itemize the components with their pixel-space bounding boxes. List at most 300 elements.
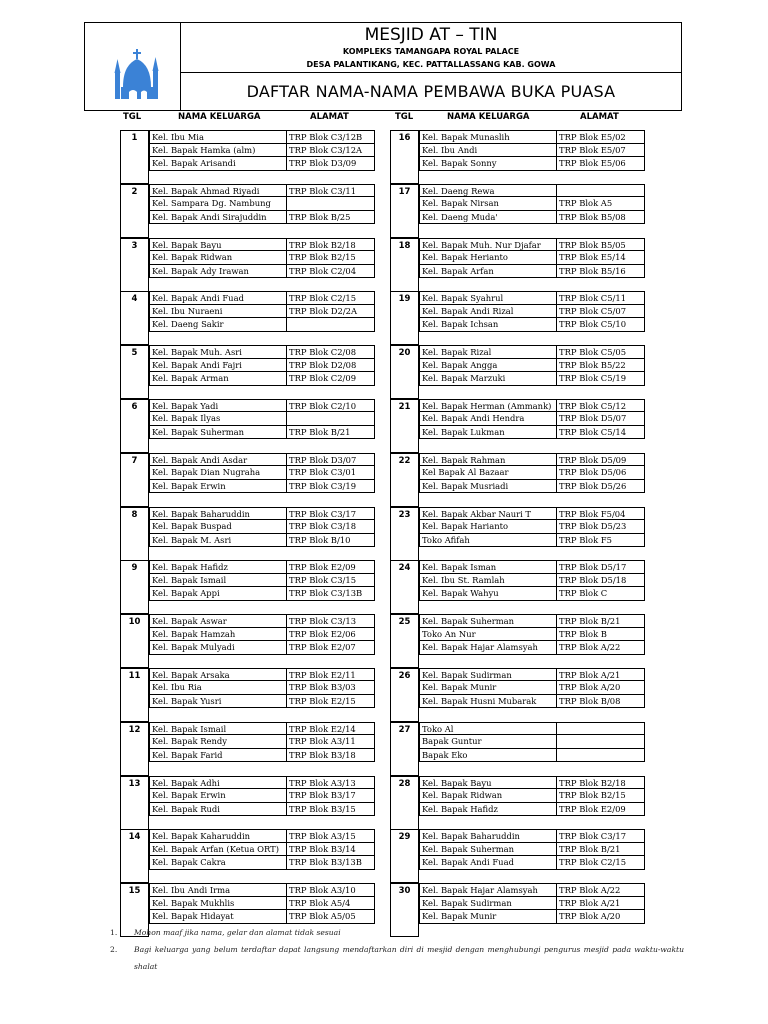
address-cell: TRP Blok B/08 bbox=[556, 694, 645, 709]
table-row bbox=[419, 614, 645, 628]
family-name-cell: Kel. Bapak Herianto bbox=[419, 250, 557, 265]
address-cell: TRP Blok A3/13 bbox=[286, 776, 375, 790]
family-name-cell: Kel. Bapak Adhi bbox=[149, 776, 287, 790]
table-row bbox=[149, 144, 375, 158]
family-name-cell: Kel. Ibu St. Ramlah bbox=[419, 573, 557, 588]
right-date-header: TGL bbox=[395, 112, 414, 122]
address-cell: TRP Blok C2/04 bbox=[286, 264, 375, 279]
family-name-cell: Kel. Bapak Ismail bbox=[149, 573, 287, 588]
table-row bbox=[419, 184, 645, 198]
family-name-cell: Kel. Bapak Hajar Alamsyah bbox=[419, 640, 557, 655]
table-row bbox=[419, 829, 645, 843]
family-rows bbox=[149, 453, 375, 494]
table-row bbox=[149, 587, 375, 601]
table-row bbox=[149, 574, 375, 588]
family-name-cell: Kel. Bapak Musriadi bbox=[419, 479, 557, 494]
table-row bbox=[149, 157, 375, 171]
address-cell: TRP Blok C3/17 bbox=[556, 829, 645, 843]
family-name-cell: Kel. Bapak Arfan bbox=[419, 264, 557, 279]
family-name-cell: Kel. Bapak Sonny bbox=[419, 156, 557, 171]
family-rows bbox=[419, 507, 645, 548]
family-rows bbox=[419, 184, 645, 225]
address-cell: TRP Blok D5/09 bbox=[556, 453, 645, 467]
address-cell: TRP Blok E2/06 bbox=[286, 627, 375, 642]
address-cell: TRP Blok D5/18 bbox=[556, 573, 645, 588]
table-row bbox=[149, 856, 375, 870]
address-cell: TRP Blok C5/12 bbox=[556, 399, 645, 413]
family-name-cell: Bapak Eko bbox=[419, 748, 557, 763]
table-row bbox=[419, 130, 645, 144]
address-cell: TRP Blok B/21 bbox=[556, 614, 645, 628]
address-cell: TRP Blok E5/02 bbox=[556, 130, 645, 144]
table-row bbox=[419, 628, 645, 642]
family-rows bbox=[419, 883, 645, 924]
family-name-cell: Kel. Bapak Dian Nugraha bbox=[149, 465, 287, 480]
address-cell: TRP Blok D5/07 bbox=[556, 411, 645, 426]
address-cell bbox=[286, 196, 375, 211]
table-row bbox=[149, 466, 375, 480]
address-cell: TRP Blok B3/18 bbox=[286, 748, 375, 763]
day-number: 3 bbox=[120, 238, 149, 292]
table-row bbox=[149, 372, 375, 386]
address-cell: TRP Blok E2/07 bbox=[286, 640, 375, 655]
address-cell: TRP Blok C3/12B bbox=[286, 130, 375, 144]
table-row bbox=[149, 560, 375, 574]
family-name-cell: Kel. Bapak Erwin bbox=[149, 788, 287, 803]
table-row bbox=[149, 130, 375, 144]
footnote bbox=[110, 924, 684, 941]
address-cell: TRP Blok D5/23 bbox=[556, 519, 645, 534]
address-cell: TRP Blok B2/15 bbox=[556, 788, 645, 803]
address-cell: TRP Blok B2/18 bbox=[556, 776, 645, 790]
day-number: 6 bbox=[120, 399, 149, 453]
address-cell: TRP Blok B/21 bbox=[286, 425, 375, 440]
table-row bbox=[419, 681, 645, 695]
address-cell: TRP Blok C5/19 bbox=[556, 371, 645, 386]
day-number: 8 bbox=[120, 507, 149, 561]
family-rows bbox=[149, 291, 375, 332]
table-row bbox=[419, 560, 645, 574]
family-name-cell: Kel. Bapak Bayu bbox=[149, 238, 287, 252]
day-number: 17 bbox=[390, 184, 419, 238]
address-cell: TRP Blok A3/15 bbox=[286, 829, 375, 843]
table-row bbox=[419, 238, 645, 252]
family-rows bbox=[419, 345, 645, 386]
day-number: 2 bbox=[120, 184, 149, 238]
address-cell: TRP Blok C bbox=[556, 586, 645, 601]
address-cell: TRP Blok E2/15 bbox=[286, 694, 375, 709]
left-address-header: ALAMAT bbox=[310, 112, 349, 122]
address-cell: TRP Blok A3/11 bbox=[286, 734, 375, 749]
address-cell: TRP Blok A/20 bbox=[556, 680, 645, 695]
address-cell: TRP Blok B3/13B bbox=[286, 855, 375, 870]
footnote-text: Bagi keluarga yang belum terdaftar dapat langsung mendaftarkan diri di mesjid dengan menghubungi pengurus mesjid pada waktu-waktu shalat bbox=[134, 945, 684, 971]
table-row bbox=[419, 372, 645, 386]
table-row bbox=[419, 641, 645, 655]
table-row bbox=[419, 722, 645, 736]
family-name-cell: Kel. Bapak Farid bbox=[149, 748, 287, 763]
family-name-cell: Kel. Bapak Hafidz bbox=[149, 560, 287, 574]
address-line-1: KOMPLEKS TAMANGAPA ROYAL PALACE bbox=[342, 47, 520, 56]
family-name-cell: Kel. Bapak Hafidz bbox=[419, 802, 557, 817]
left-date-header: TGL bbox=[123, 112, 142, 122]
table-row bbox=[419, 211, 645, 225]
address-cell: TRP Blok B5/16 bbox=[556, 264, 645, 279]
table-row bbox=[419, 144, 645, 158]
address-cell: TRP Blok C5/05 bbox=[556, 345, 645, 359]
family-name-cell: Kel. Bapak Kaharuddin bbox=[149, 829, 287, 843]
family-name-cell: Kel. Bapak Ilyas bbox=[149, 411, 287, 426]
day-number: 28 bbox=[390, 776, 419, 830]
family-name-cell: Kel. Bapak Cakra bbox=[149, 855, 287, 870]
table-row bbox=[149, 910, 375, 924]
table-row bbox=[419, 856, 645, 870]
family-name-cell: Kel. Bapak Wahyu bbox=[419, 586, 557, 601]
table-row bbox=[149, 614, 375, 628]
table-row bbox=[149, 749, 375, 763]
address-cell: TRP Blok B/10 bbox=[286, 533, 375, 548]
family-name-cell: Kel. Bapak Andi Hendra bbox=[419, 411, 557, 426]
table-row bbox=[419, 305, 645, 319]
family-name-cell: Kel. Bapak M. Asri bbox=[149, 533, 287, 548]
day-number: 5 bbox=[120, 345, 149, 399]
address-cell bbox=[556, 734, 645, 749]
address-cell: TRP Blok A/20 bbox=[556, 909, 645, 924]
family-name-cell: Kel. Bapak Andi Sirajuddin bbox=[149, 210, 287, 225]
mosque-name: MESJID AT – TIN bbox=[364, 25, 498, 45]
family-name-cell: Kel. Bapak Bayu bbox=[419, 776, 557, 790]
address-cell: TRP Blok B/21 bbox=[556, 842, 645, 857]
table-row bbox=[419, 265, 645, 279]
address-cell: TRP Blok B3/17 bbox=[286, 788, 375, 803]
table-row bbox=[149, 897, 375, 911]
day-number: 29 bbox=[390, 829, 419, 883]
address-cell: TRP Blok D5/26 bbox=[556, 479, 645, 494]
address-cell: TRP Blok C2/10 bbox=[286, 399, 375, 413]
table-row bbox=[149, 668, 375, 682]
right-family-header: NAMA KELUARGA bbox=[447, 112, 530, 122]
family-name-cell: Kel. Bapak Erwin bbox=[149, 479, 287, 494]
address-cell: TRP Blok C2/15 bbox=[286, 291, 375, 305]
family-rows bbox=[149, 399, 375, 440]
day-number: 19 bbox=[390, 291, 419, 345]
family-name-cell: Toko Afifah bbox=[419, 533, 557, 548]
day-number: 4 bbox=[120, 291, 149, 345]
address-cell: TRP Blok B3/03 bbox=[286, 680, 375, 695]
address-cell: TRP Blok A5/4 bbox=[286, 896, 375, 911]
family-name-cell: Kel. Ibu Mia bbox=[149, 130, 287, 144]
family-name-cell: Kel. Bapak Rahman bbox=[419, 453, 557, 467]
table-row bbox=[149, 789, 375, 803]
family-name-cell: Kel. Bapak Arman bbox=[149, 371, 287, 386]
address-cell: TRP Blok C2/15 bbox=[556, 855, 645, 870]
table-row bbox=[419, 534, 645, 548]
day-number: 15 bbox=[120, 883, 149, 937]
footnote bbox=[110, 941, 684, 975]
address-cell: TRP Blok E2/11 bbox=[286, 668, 375, 682]
family-name-cell: Kel. Daeng Sakir bbox=[149, 317, 287, 332]
day-number: 9 bbox=[120, 560, 149, 614]
family-rows bbox=[149, 722, 375, 763]
family-name-cell: Kel. Bapak Angga bbox=[419, 358, 557, 373]
title-box bbox=[181, 73, 681, 110]
family-name-cell: Kel. Bapak Baharuddin bbox=[419, 829, 557, 843]
table-row bbox=[419, 574, 645, 588]
family-name-cell: Kel. Bapak Munir bbox=[419, 909, 557, 924]
address-cell: TRP Blok C3/13 bbox=[286, 614, 375, 628]
table-row bbox=[419, 507, 645, 521]
address-cell: TRP Blok D5/17 bbox=[556, 560, 645, 574]
family-rows bbox=[149, 238, 375, 279]
table-row bbox=[419, 789, 645, 803]
table-row bbox=[149, 480, 375, 494]
family-name-cell: Kel. Bapak Ismail bbox=[149, 722, 287, 736]
table-row bbox=[419, 843, 645, 857]
mosque-dome-icon bbox=[93, 29, 173, 107]
table-row bbox=[419, 318, 645, 332]
family-name-cell: Kel. Bapak Husni Mubarak bbox=[419, 694, 557, 709]
family-name-cell: Kel. Ibu Andi Irma bbox=[149, 883, 287, 897]
table-row bbox=[419, 197, 645, 211]
family-name-cell: Kel. Bapak Arsaka bbox=[149, 668, 287, 682]
document-header bbox=[84, 22, 682, 111]
address-cell bbox=[556, 184, 645, 198]
address-cell: TRP Blok C5/14 bbox=[556, 425, 645, 440]
family-name-cell: Kel. Bapak Ridwan bbox=[419, 788, 557, 803]
day-number: 23 bbox=[390, 507, 419, 561]
family-name-cell: Kel. Bapak Sudirman bbox=[419, 668, 557, 682]
table-row bbox=[149, 291, 375, 305]
family-rows bbox=[149, 184, 375, 225]
table-row bbox=[149, 197, 375, 211]
family-rows bbox=[149, 883, 375, 924]
table-row bbox=[149, 426, 375, 440]
table-row bbox=[149, 399, 375, 413]
family-name-cell: Kel. Bapak Yusri bbox=[149, 694, 287, 709]
family-rows bbox=[149, 776, 375, 817]
family-name-cell: Kel. Bapak Andi Fajri bbox=[149, 358, 287, 373]
right-address-header: ALAMAT bbox=[580, 112, 619, 122]
family-name-cell: Kel. Bapak Andi Fuad bbox=[419, 855, 557, 870]
table-row bbox=[149, 507, 375, 521]
family-name-cell: Kel. Bapak Suherman bbox=[419, 842, 557, 857]
table-row bbox=[149, 265, 375, 279]
address-cell: TRP Blok E2/09 bbox=[286, 560, 375, 574]
footnote-text: Mohon maaf jika nama, gelar dan alamat tidak sesuai bbox=[134, 928, 341, 937]
family-name-cell: Kel. Bapak Rudi bbox=[149, 802, 287, 817]
address-cell: TRP Blok A5/05 bbox=[286, 909, 375, 924]
table-row bbox=[149, 211, 375, 225]
address-cell: TRP Blok E5/06 bbox=[556, 156, 645, 171]
address-cell: TRP Blok C5/07 bbox=[556, 304, 645, 319]
day-number: 22 bbox=[390, 453, 419, 507]
table-row bbox=[149, 843, 375, 857]
day-number: 10 bbox=[120, 614, 149, 668]
address-cell: TRP Blok A/21 bbox=[556, 668, 645, 682]
family-rows bbox=[149, 345, 375, 386]
address-cell: TRP Blok E5/14 bbox=[556, 250, 645, 265]
title-cell bbox=[181, 23, 681, 110]
family-rows bbox=[419, 560, 645, 601]
address-cell: TRP Blok B bbox=[556, 627, 645, 642]
address-cell: TRP Blok C5/10 bbox=[556, 317, 645, 332]
family-name-cell: Kel. Bapak Arfan (Ketua ORT) bbox=[149, 842, 287, 857]
address-cell bbox=[556, 748, 645, 763]
address-cell: TRP Blok A/21 bbox=[556, 896, 645, 911]
table-row bbox=[149, 453, 375, 467]
family-name-cell: Kel. Bapak Arisandi bbox=[149, 156, 287, 171]
footnote-number: 1. bbox=[110, 928, 118, 937]
address-cell: TRP Blok D3/07 bbox=[286, 453, 375, 467]
day-number: 30 bbox=[390, 883, 419, 937]
family-name-cell: Kel. Bapak Appi bbox=[149, 586, 287, 601]
family-rows bbox=[149, 560, 375, 601]
family-name-cell: Kel. Bapak Sudirman bbox=[419, 896, 557, 911]
address-cell: TRP Blok B5/08 bbox=[556, 210, 645, 225]
document-title: DAFTAR NAMA-NAMA PEMBAWA BUKA PUASA bbox=[246, 82, 616, 101]
table-row bbox=[149, 345, 375, 359]
day-number: 1 bbox=[120, 130, 149, 184]
family-name-cell: Kel. Ibu Ria bbox=[149, 680, 287, 695]
family-name-cell: Kel. Ibu Andi bbox=[419, 143, 557, 158]
mosque-info bbox=[181, 23, 681, 73]
family-name-cell: Kel Bapak Al Bazaar bbox=[419, 465, 557, 480]
address-cell: TRP Blok C3/19 bbox=[286, 479, 375, 494]
family-name-cell: Kel. Bapak Munaslih bbox=[419, 130, 557, 144]
family-name-cell: Kel. Bapak Andi Rizal bbox=[419, 304, 557, 319]
address-cell: TRP Blok C3/15 bbox=[286, 573, 375, 588]
family-name-cell: Kel. Bapak Munir bbox=[419, 680, 557, 695]
family-rows bbox=[419, 399, 645, 440]
address-cell: TRP Blok B3/14 bbox=[286, 842, 375, 857]
family-name-cell: Kel. Bapak Andi Fuad bbox=[149, 291, 287, 305]
family-name-cell: Kel. Bapak Suherman bbox=[419, 614, 557, 628]
table-row bbox=[419, 345, 645, 359]
family-name-cell: Kel. Bapak Syahrul bbox=[419, 291, 557, 305]
table-row bbox=[419, 412, 645, 426]
table-row bbox=[419, 910, 645, 924]
address-cell: TRP Blok B/25 bbox=[286, 210, 375, 225]
table-row bbox=[419, 520, 645, 534]
family-name-cell: Kel. Bapak Ichsan bbox=[419, 317, 557, 332]
table-row bbox=[149, 776, 375, 790]
table-row bbox=[419, 426, 645, 440]
family-name-cell: Kel. Bapak Ady Irawan bbox=[149, 264, 287, 279]
family-name-cell: Bapak Guntur bbox=[419, 734, 557, 749]
family-name-cell: Kel. Bapak Rizal bbox=[419, 345, 557, 359]
address-cell: TRP Blok C2/08 bbox=[286, 345, 375, 359]
table-row bbox=[419, 897, 645, 911]
table-row bbox=[149, 251, 375, 265]
family-rows bbox=[149, 829, 375, 870]
family-rows bbox=[149, 614, 375, 655]
table-row bbox=[419, 453, 645, 467]
family-rows bbox=[419, 668, 645, 709]
address-cell: TRP Blok C3/17 bbox=[286, 507, 375, 521]
table-row bbox=[149, 534, 375, 548]
table-row bbox=[419, 587, 645, 601]
family-name-cell: Kel. Bapak Hajar Alamsyah bbox=[419, 883, 557, 897]
day-number: 21 bbox=[390, 399, 419, 453]
family-name-cell: Kel. Bapak Hamka (alm) bbox=[149, 143, 287, 158]
family-name-cell: Kel. Bapak Isman bbox=[419, 560, 557, 574]
family-name-cell: Kel. Bapak Herman (Ammank) bbox=[419, 399, 557, 413]
family-name-cell: Kel. Bapak Nirsan bbox=[419, 196, 557, 211]
table-row bbox=[149, 681, 375, 695]
table-row bbox=[419, 776, 645, 790]
family-name-cell: Kel. Bapak Hidayat bbox=[149, 909, 287, 924]
address-cell: TRP Blok B3/15 bbox=[286, 802, 375, 817]
address-cell: TRP Blok E2/14 bbox=[286, 722, 375, 736]
address-cell: TRP Blok F5 bbox=[556, 533, 645, 548]
table-row bbox=[149, 184, 375, 198]
day-number: 11 bbox=[120, 668, 149, 722]
address-cell: TRP Blok B2/15 bbox=[286, 250, 375, 265]
table-row bbox=[149, 641, 375, 655]
table-row bbox=[419, 291, 645, 305]
day-number: 26 bbox=[390, 668, 419, 722]
family-rows bbox=[419, 130, 645, 171]
address-cell: TRP Blok D2/08 bbox=[286, 358, 375, 373]
day-number: 24 bbox=[390, 560, 419, 614]
address-cell: TRP Blok C3/01 bbox=[286, 465, 375, 480]
family-name-cell: Kel. Bapak Ridwan bbox=[149, 250, 287, 265]
day-number: 16 bbox=[390, 130, 419, 184]
table-row bbox=[149, 305, 375, 319]
family-name-cell: Kel. Sampara Dg. Nambung bbox=[149, 196, 287, 211]
logo-cell bbox=[85, 23, 181, 110]
day-number: 18 bbox=[390, 238, 419, 292]
address-cell: TRP Blok A5 bbox=[556, 196, 645, 211]
family-name-cell: Kel. Bapak Baharuddin bbox=[149, 507, 287, 521]
day-number: 14 bbox=[120, 829, 149, 883]
table-row bbox=[149, 628, 375, 642]
table-row bbox=[419, 735, 645, 749]
family-name-cell: Kel. Bapak Muh. Nur Djafar bbox=[419, 238, 557, 252]
family-name-cell: Kel. Bapak Hamzah bbox=[149, 627, 287, 642]
family-name-cell: Kel. Daeng Rewa bbox=[419, 184, 557, 198]
family-name-cell: Kel. Bapak Yadi bbox=[149, 399, 287, 413]
address-cell: TRP Blok C3/12A bbox=[286, 143, 375, 158]
address-line-2: DESA PALANTIKANG, KEC. PATTALLASSANG KAB. GOWA bbox=[306, 60, 556, 69]
family-name-cell: Kel. Bapak Suherman bbox=[149, 425, 287, 440]
family-rows bbox=[419, 829, 645, 870]
address-cell: TRP Blok B5/22 bbox=[556, 358, 645, 373]
day-number: 25 bbox=[390, 614, 419, 668]
address-cell: TRP Blok D5/06 bbox=[556, 465, 645, 480]
left-family-header: NAMA KELUARGA bbox=[178, 112, 261, 122]
table-row bbox=[149, 722, 375, 736]
table-row bbox=[149, 883, 375, 897]
table-row bbox=[419, 359, 645, 373]
family-name-cell: Kel. Bapak Marzuki bbox=[419, 371, 557, 386]
family-name-cell: Toko An Nur bbox=[419, 627, 557, 642]
family-rows bbox=[419, 776, 645, 817]
family-name-cell: Kel. Ibu Nuraeni bbox=[149, 304, 287, 319]
family-rows bbox=[149, 507, 375, 548]
table-row bbox=[419, 695, 645, 709]
table-row bbox=[149, 520, 375, 534]
family-name-cell: Kel. Bapak Akbar Nauri T bbox=[419, 507, 557, 521]
table-row bbox=[419, 157, 645, 171]
family-name-cell: Kel. Bapak Mulyadi bbox=[149, 640, 287, 655]
family-name-cell: Kel. Bapak Harianto bbox=[419, 519, 557, 534]
family-rows bbox=[419, 722, 645, 763]
address-cell: TRP Blok D2/2A bbox=[286, 304, 375, 319]
family-name-cell: Kel. Bapak Ahmad Riyadi bbox=[149, 184, 287, 198]
table-row bbox=[419, 749, 645, 763]
address-cell: TRP Blok C2/09 bbox=[286, 371, 375, 386]
